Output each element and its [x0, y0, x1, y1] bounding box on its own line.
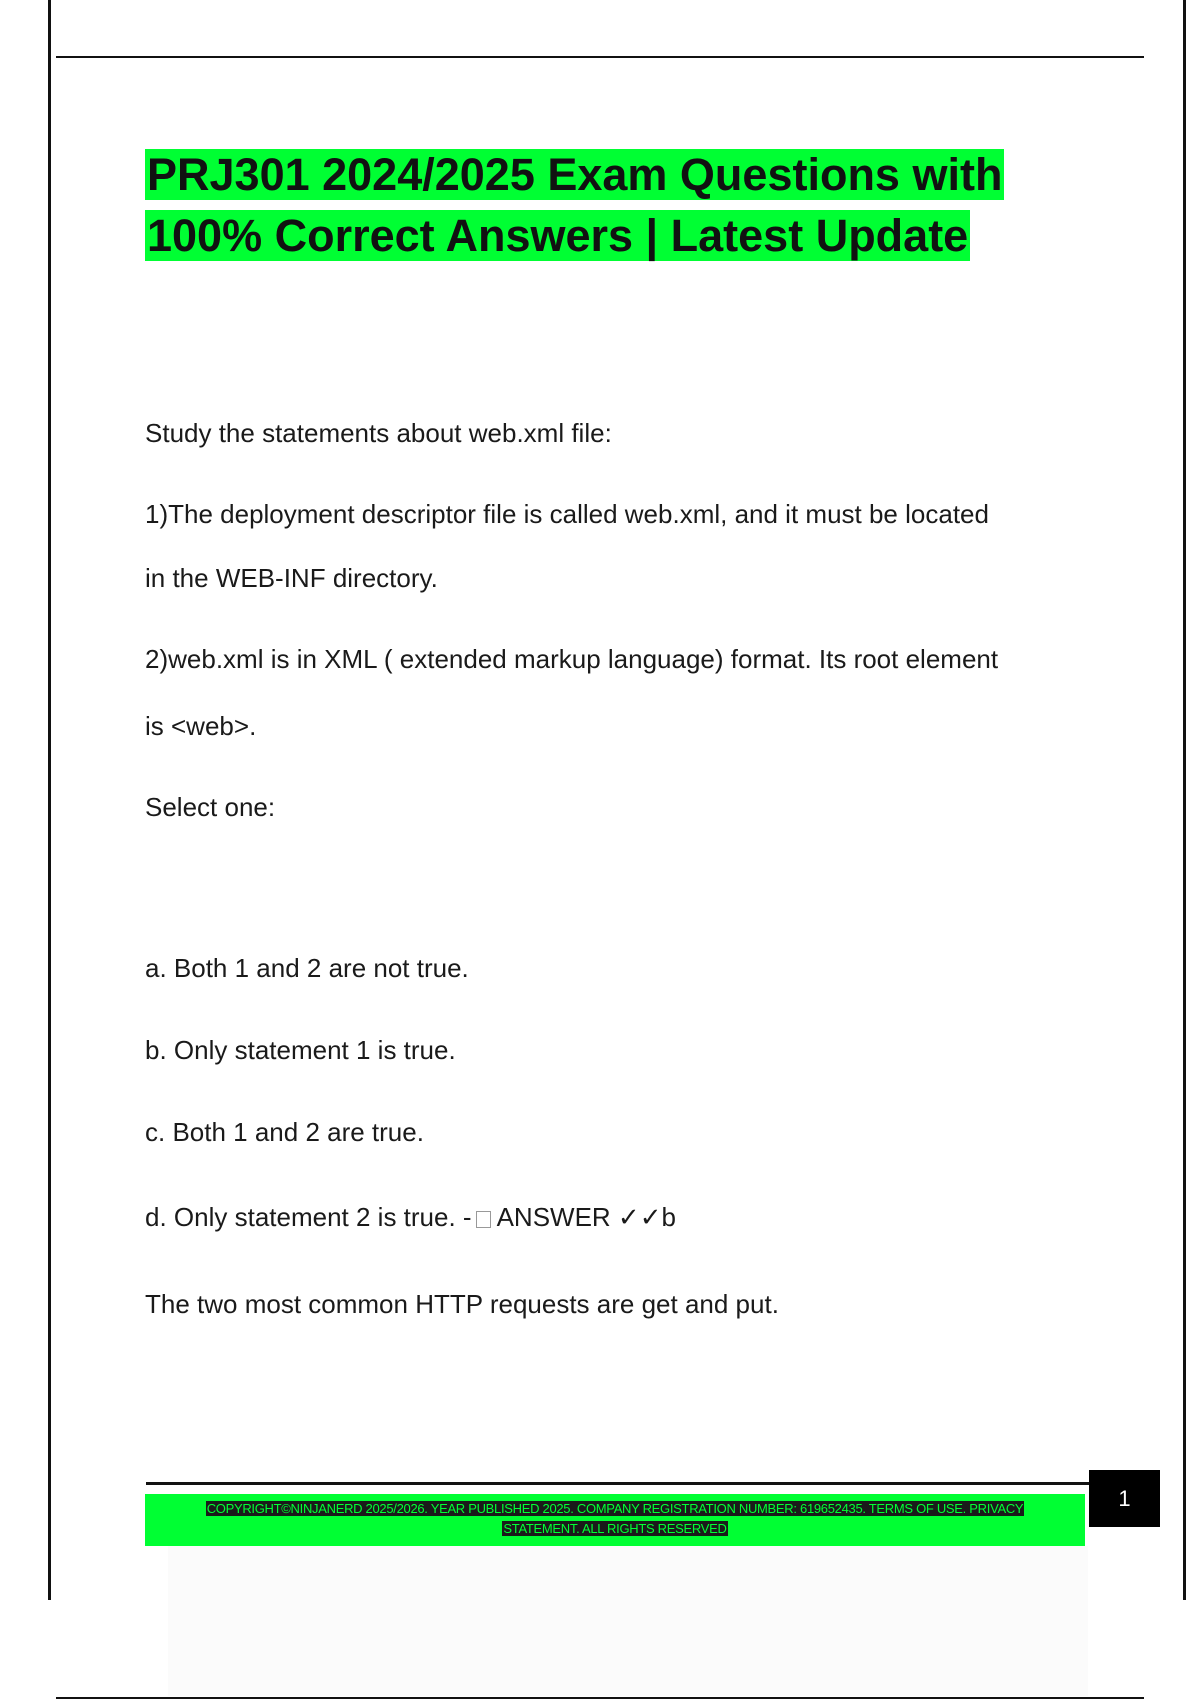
option-c: c. Both 1 and 2 are true.: [145, 1117, 424, 1147]
option-d-text: d. Only statement 2 is true. -: [145, 1202, 472, 1232]
statement-2-line-1: 2)web.xml is in XML ( extended markup language) format. Its root element: [145, 644, 999, 674]
title-line-1: PRJ301 2024/2025 Exam Questions with: [147, 149, 1003, 200]
header-rule: [56, 56, 1144, 58]
question-intro: Study the statements about web.xml file:: [145, 418, 612, 448]
option-a: a. Both 1 and 2 are not true.: [145, 953, 469, 983]
page-number: 1: [1089, 1470, 1160, 1527]
document-title: [145, 144, 1075, 266]
statement-1-line-2: in the WEB-INF directory.: [145, 563, 438, 593]
blank-page-area: [168, 1546, 1088, 1696]
select-prompt: Select one:: [145, 792, 276, 822]
option-d: [145, 1202, 676, 1233]
next-page-rule: [56, 1697, 1144, 1699]
empty-box-icon: [476, 1211, 491, 1228]
page-border-right: [1183, 0, 1186, 1600]
option-b: b. Only statement 1 is true.: [145, 1035, 456, 1065]
footer-line-2: STATEMENT. ALL RIGHTS RESERVED: [503, 1521, 727, 1536]
next-question: The two most common HTTP requests are get and put.: [145, 1289, 779, 1319]
footer-rule: [146, 1482, 1090, 1485]
answer-text: ANSWER ✓✓b: [496, 1202, 676, 1232]
footer-line-1: COPYRIGHT©NINJANERD 2025/2026. YEAR PUBLISHED 2025. COMPANY REGISTRATION NUMBER: 619652435. TERMS OF USE. PRIVACY: [206, 1501, 1024, 1516]
statement-1-line-1: 1)The deployment descriptor file is called web.xml, and it must be located: [145, 499, 989, 529]
statement-2-line-2: is <web>.: [145, 711, 257, 741]
title-line-2: 100% Correct Answers | Latest Update: [147, 210, 969, 261]
page-border-left: [48, 0, 51, 1600]
copyright-footer: [145, 1494, 1085, 1546]
